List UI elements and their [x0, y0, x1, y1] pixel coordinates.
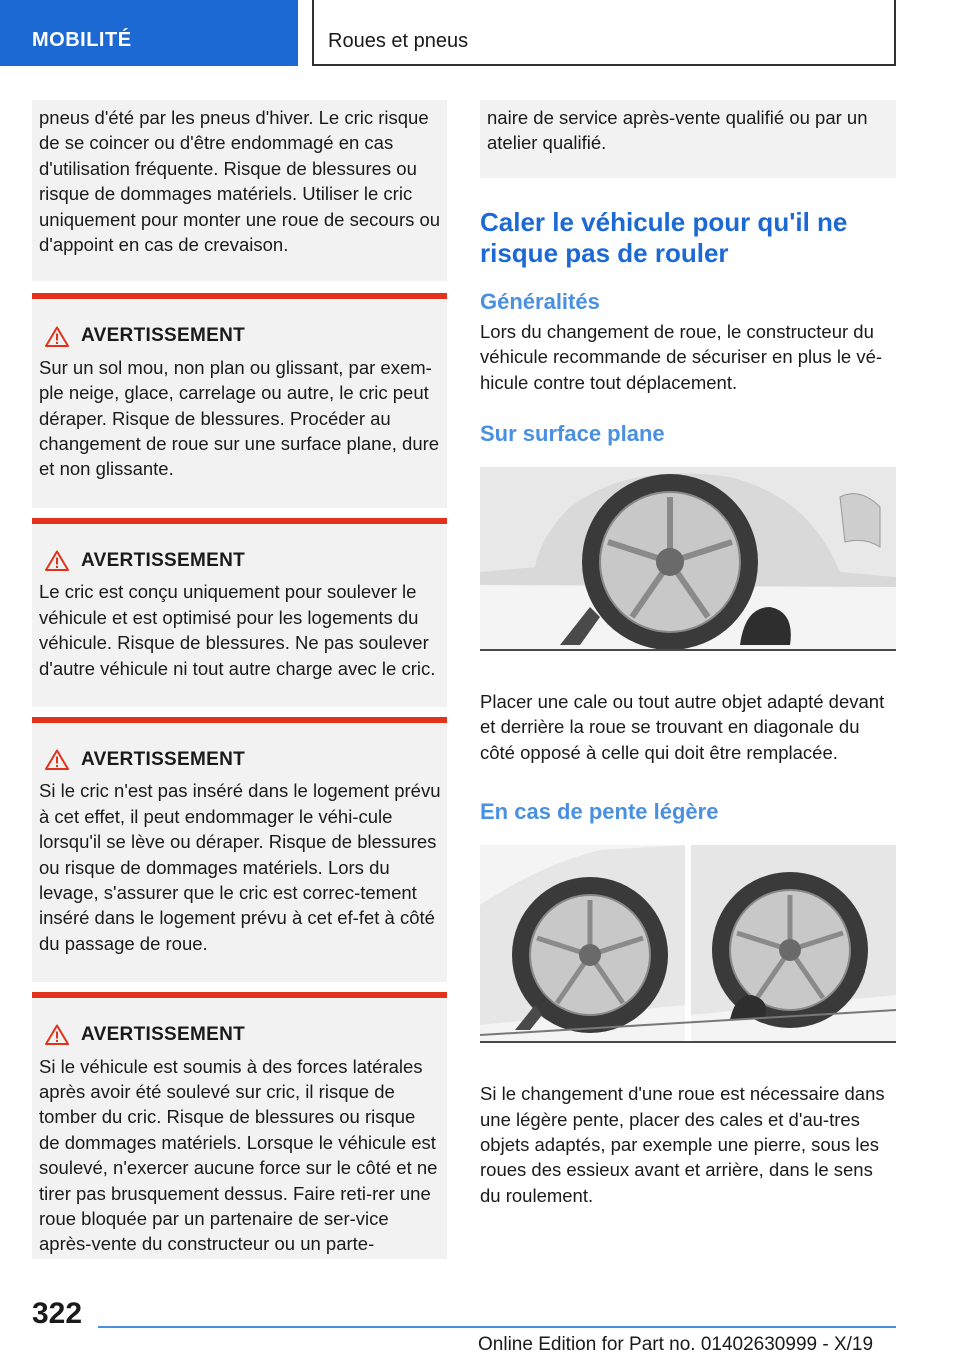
- warning-box-4: [32, 992, 447, 1259]
- continuation-text: naire de service après-vente qualifié ou par un atelier qualifié.: [487, 107, 868, 154]
- warning-title: AVERTISSEMENT: [81, 325, 246, 347]
- left-column: [32, 100, 447, 1259]
- wheel-chock-flat-image: [480, 467, 896, 651]
- warning-box-2: [32, 518, 447, 707]
- warning-text: Le cric est conçu uniquement pour soulever le véhicule et est optimisé pour les logements du véhicule. Risque de blessures. Ne pas soulever d'autre véhicule ni tout autre charge avec le cric.: [39, 581, 436, 679]
- footer-divider: [98, 1326, 896, 1328]
- warning-triangle-icon: [45, 326, 69, 347]
- warning-text: Sur un sol mou, non plan ou glissant, par exem-ple neige, glace, carrelage ou autre, le cric peut déraper. Risque de blessures. Procéder au changement de roue sur une surface plane, dure et non glissante.: [39, 356, 440, 480]
- warning-title: AVERTISSEMENT: [81, 549, 246, 571]
- continuation-box: [480, 100, 896, 178]
- general-text: Lors du changement de roue, le constructeur du véhicule recommande de sécuriser en plus le vé-hicule contre tout déplacement.: [480, 320, 883, 393]
- flat-surface-illustration: [480, 467, 896, 651]
- slope-text: Si le changement d'une roue est nécessaire dans une légère pente, placer des cales et d'au-tres objets adaptés, par exemple une pierre, sous les roues des essieux avant et arrière, dans le sens du roulement.: [480, 1083, 885, 1206]
- warning-triangle-icon: [45, 749, 69, 770]
- page-header: [0, 0, 960, 66]
- intro-box: [32, 100, 447, 281]
- chapter-title: Roues et pneus: [312, 0, 896, 66]
- warning-box-3: [32, 717, 447, 982]
- flat-surface-heading: Sur surface plane: [480, 421, 665, 447]
- edition-note: Online Edition for Part no. 01402630999 - X/19: [478, 1334, 874, 1355]
- warning-text: Si le véhicule est soumis à des forces latérales après avoir été soulevé sur cric, il risque de tomber du cric. Risque de blessures ou risque de dommages matériels. Lorsque le véhicule est soulevé, n'exercer aucune force sur le côté et ne tirer pas brusquement dessus. Faire reti-rer une roue bloquée par un partenaire de ser-vice après-vente du constructeur ou un parte-: [39, 1055, 438, 1255]
- right-column: [480, 100, 896, 1208]
- warning-title: AVERTISSEMENT: [81, 1024, 246, 1046]
- wheel-chock-slope-image: [480, 845, 896, 1043]
- warning-triangle-icon: [45, 1024, 69, 1045]
- section-heading: Caler le véhicule pour qu'il ne risque pas de rouler: [480, 206, 848, 268]
- general-heading: Généralités: [480, 288, 600, 314]
- slope-illustration: [480, 845, 896, 1043]
- intro-text: pneus d'été par les pneus d'hiver. Le cric risque de se coincer ou d'être endommagé en cas d'utilisation fréquente. Risque de blessures ou risque de dommages matériels. Utiliser le cric uniquement pour monter une roue de secours ou d'appoint en cas de crevaison.: [39, 107, 441, 256]
- flat-surface-text: Placer une cale ou tout autre objet adapté devant et derrière la roue se trouvant en diagonale du côté opposé à celle qui doit être remplacée.: [480, 691, 885, 763]
- section-tab: MOBILITÉ: [0, 0, 298, 66]
- warning-triangle-icon: [45, 550, 69, 571]
- page-number: 322: [32, 1297, 83, 1330]
- warning-title: AVERTISSEMENT: [81, 748, 246, 770]
- warning-box-1: [32, 293, 447, 507]
- warning-text: Si le cric n'est pas inséré dans le logement prévu à cet effet, il peut endommager le véhi-cule lorsqu'il se lève ou déraper. Risque de blessures ou risque de dommages matériels. Lors du levage, s'assurer que le cric est correc-tement inséré dans le logement prévu à cet ef-fet à côté du passage de roue.: [39, 780, 441, 954]
- slope-heading: En cas de pente légère: [480, 799, 719, 825]
